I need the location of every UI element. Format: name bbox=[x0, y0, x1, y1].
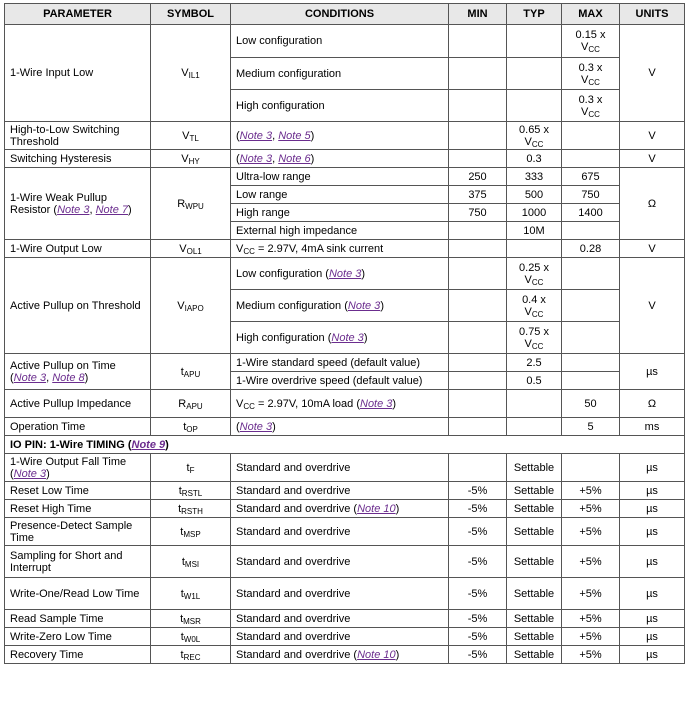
typ-cell: Settable bbox=[507, 454, 562, 482]
header-max: MAX bbox=[562, 4, 620, 25]
unit-cell: µs bbox=[620, 500, 685, 518]
table-row bbox=[5, 122, 685, 150]
min-cell: -5% bbox=[449, 646, 507, 664]
param-cell: Active Pullup Impedance bbox=[5, 390, 151, 418]
symbol-cell: $t_{MSP}$ bbox=[151, 518, 231, 546]
symbol-cell: $t_{W0L}$ bbox=[151, 628, 231, 646]
param-cell: Read Sample Time bbox=[5, 610, 151, 628]
min-cell: -5% bbox=[449, 518, 507, 546]
condition-cell: Medium configuration (Note 3) bbox=[231, 290, 449, 322]
table-row bbox=[5, 25, 685, 58]
unit-cell: µs bbox=[620, 646, 685, 664]
header-conditions: CONDITIONS bbox=[231, 4, 449, 25]
note-link[interactable]: Note 9 bbox=[131, 438, 166, 451]
table-row bbox=[5, 454, 685, 482]
min-cell: -5% bbox=[449, 546, 507, 578]
typ-cell: 0.3 bbox=[507, 150, 562, 168]
note-link[interactable]: Note 3 bbox=[239, 129, 273, 142]
note-link[interactable]: Note 3 bbox=[331, 331, 364, 344]
param-cell: 1-Wire Input Low bbox=[5, 25, 151, 122]
typ-cell: Settable bbox=[507, 518, 562, 546]
note-link[interactable]: Note 7 bbox=[95, 203, 129, 216]
unit-cell: µs bbox=[620, 482, 685, 500]
condition-cell: 1-Wire standard speed (default value) bbox=[231, 354, 449, 372]
note-link[interactable]: Note 10 bbox=[357, 502, 396, 515]
max-cell: +5% bbox=[562, 646, 620, 664]
header-typ: TYP bbox=[507, 4, 562, 25]
note-link[interactable]: Note 3 bbox=[57, 203, 90, 216]
symbol-cell: $V_{IL1}$ bbox=[151, 25, 231, 122]
note-link[interactable]: Note 3 bbox=[328, 267, 362, 280]
unit-cell: µs bbox=[620, 610, 685, 628]
note-link[interactable]: Note 3 bbox=[239, 152, 273, 165]
header-parameter: PARAMETER bbox=[5, 4, 151, 25]
table-row bbox=[5, 628, 685, 646]
unit-cell: µs bbox=[620, 546, 685, 578]
min-cell: -5% bbox=[449, 610, 507, 628]
symbol-cell: $R_{WPU}$ bbox=[151, 168, 231, 240]
table-row bbox=[5, 646, 685, 664]
min-cell: -5% bbox=[449, 628, 507, 646]
note-link[interactable]: Note 3 bbox=[13, 467, 47, 480]
header-row bbox=[5, 4, 685, 25]
condition-cell: Ultra-low range bbox=[231, 168, 449, 186]
typ-cell: 10M bbox=[507, 222, 562, 240]
condition-cell: (Note 3, Note 5) bbox=[231, 122, 449, 150]
condition-cell: 1-Wire overdrive speed (default value) bbox=[231, 372, 449, 390]
condition-cell: Standard and overdrive bbox=[231, 518, 449, 546]
table-row bbox=[5, 390, 685, 418]
typ-cell: Settable bbox=[507, 546, 562, 578]
param-cell: Write-One/Read Low Time bbox=[5, 578, 151, 610]
table-row bbox=[5, 258, 685, 290]
typ-cell: Settable bbox=[507, 646, 562, 664]
typ-cell: 1000 bbox=[507, 204, 562, 222]
condition-cell: $V_{CC} = 2.97V$, 10mA load (Note 3) bbox=[231, 390, 449, 418]
condition-cell: External high impedance bbox=[231, 222, 449, 240]
min-cell: 375 bbox=[449, 186, 507, 204]
unit-cell: V bbox=[620, 122, 685, 150]
section-header-row bbox=[5, 436, 685, 454]
table-row bbox=[5, 150, 685, 168]
symbol-cell: $t_{MSI}$ bbox=[151, 546, 231, 578]
condition-cell: Standard and overdrive bbox=[231, 628, 449, 646]
table-row bbox=[5, 482, 685, 500]
condition-cell: Low configuration bbox=[231, 25, 449, 58]
condition-cell: High configuration bbox=[231, 90, 449, 122]
table-row bbox=[5, 500, 685, 518]
unit-cell: Ω bbox=[620, 390, 685, 418]
unit-cell: V bbox=[620, 258, 685, 354]
unit-cell: µs bbox=[620, 578, 685, 610]
param-cell: 1-Wire Output Low bbox=[5, 240, 151, 258]
condition-cell: (Note 3, Note 6) bbox=[231, 150, 449, 168]
condition-cell: High range bbox=[231, 204, 449, 222]
param-cell: Active Pullup on Threshold bbox=[5, 258, 151, 354]
param-cell: Operation Time bbox=[5, 418, 151, 436]
max-cell: 5 bbox=[562, 418, 620, 436]
symbol-cell: $t_{OP}$ bbox=[151, 418, 231, 436]
symbol-cell: $t_{MSR}$ bbox=[151, 610, 231, 628]
header-units: UNITS bbox=[620, 4, 685, 25]
max-cell: 0.15 x $V_{CC}$ bbox=[562, 25, 620, 58]
note-link[interactable]: Note 8 bbox=[52, 371, 85, 384]
min-cell: -5% bbox=[449, 578, 507, 610]
symbol-cell: $V_{OL1}$ bbox=[151, 240, 231, 258]
max-cell: +5% bbox=[562, 546, 620, 578]
param-cell: Sampling for Short and Interrupt bbox=[5, 546, 151, 578]
condition-cell: High configuration (Note 3) bbox=[231, 322, 449, 354]
condition-cell: Standard and overdrive bbox=[231, 546, 449, 578]
param-cell: Write-Zero Low Time bbox=[5, 628, 151, 646]
param-cell: Reset High Time bbox=[5, 500, 151, 518]
symbol-cell: $V_{IAPO}$ bbox=[151, 258, 231, 354]
param-cell: Presence-Detect Sample Time bbox=[5, 518, 151, 546]
header-symbol: SYMBOL bbox=[151, 4, 231, 25]
section-title: IO PIN: 1-Wire TIMING (Note 9) bbox=[5, 436, 685, 454]
electrical-characteristics-table bbox=[4, 3, 685, 664]
max-cell: +5% bbox=[562, 518, 620, 546]
typ-cell: Settable bbox=[507, 610, 562, 628]
condition-cell: (Note 3) bbox=[231, 418, 449, 436]
max-cell: 750 bbox=[562, 186, 620, 204]
max-cell: 0.3 x $V_{CC}$ bbox=[562, 58, 620, 90]
note-link[interactable]: Note 3 bbox=[239, 420, 273, 433]
header-min: MIN bbox=[449, 4, 507, 25]
min-cell: -5% bbox=[449, 500, 507, 518]
param-cell: Switching Hysteresis bbox=[5, 150, 151, 168]
typ-cell: 0.75 x $V_{CC}$ bbox=[507, 322, 562, 354]
symbol-cell: $t_{REC}$ bbox=[151, 646, 231, 664]
symbol-cell: $R_{APU}$ bbox=[151, 390, 231, 418]
unit-cell: V bbox=[620, 240, 685, 258]
typ-cell: 0.65 x $V_{CC}$ bbox=[507, 122, 562, 150]
param-cell: Reset Low Time bbox=[5, 482, 151, 500]
note-link[interactable]: Note 3 bbox=[13, 371, 47, 384]
min-cell: 750 bbox=[449, 204, 507, 222]
symbol-cell: $t_{W1L}$ bbox=[151, 578, 231, 610]
table-row bbox=[5, 518, 685, 546]
unit-cell: µs bbox=[620, 354, 685, 390]
symbol-cell: $V_{HY}$ bbox=[151, 150, 231, 168]
typ-cell: 333 bbox=[507, 168, 562, 186]
condition-cell: $V_{CC} = 2.97V$, 4mA sink current bbox=[231, 240, 449, 258]
table-row bbox=[5, 610, 685, 628]
condition-cell: Standard and overdrive bbox=[231, 578, 449, 610]
max-cell: +5% bbox=[562, 578, 620, 610]
condition-cell: Standard and overdrive (Note 10) bbox=[231, 500, 449, 518]
unit-cell: V bbox=[620, 150, 685, 168]
condition-cell: Low configuration (Note 3) bbox=[231, 258, 449, 290]
table-row bbox=[5, 168, 685, 186]
max-cell: +5% bbox=[562, 610, 620, 628]
note-link[interactable]: Note 5 bbox=[278, 129, 311, 142]
typ-cell: Settable bbox=[507, 628, 562, 646]
condition-cell: Standard and overdrive bbox=[231, 454, 449, 482]
note-link[interactable]: Note 3 bbox=[347, 299, 381, 312]
param-cell: 1-Wire Output Fall Time (Note 3) bbox=[5, 454, 151, 482]
note-link[interactable]: Note 10 bbox=[357, 648, 396, 661]
max-cell: +5% bbox=[562, 628, 620, 646]
param-cell: Active Pullup on Time (Note 3, Note 8) bbox=[5, 354, 151, 390]
min-cell: -5% bbox=[449, 482, 507, 500]
unit-cell: Ω bbox=[620, 168, 685, 240]
max-cell: +5% bbox=[562, 482, 620, 500]
condition-cell: Low range bbox=[231, 186, 449, 204]
max-cell: 0.3 x $V_{CC}$ bbox=[562, 90, 620, 122]
note-link[interactable]: Note 6 bbox=[278, 152, 311, 165]
table-row bbox=[5, 546, 685, 578]
note-link[interactable]: Note 3 bbox=[360, 397, 393, 410]
param-cell: Recovery Time bbox=[5, 646, 151, 664]
typ-cell: 500 bbox=[507, 186, 562, 204]
symbol-cell: $t_{APU}$ bbox=[151, 354, 231, 390]
condition-cell: Standard and overdrive (Note 10) bbox=[231, 646, 449, 664]
symbol-cell: $V_{TL}$ bbox=[151, 122, 231, 150]
max-cell: +5% bbox=[562, 500, 620, 518]
typ-cell: 0.25 x $V_{CC}$ bbox=[507, 258, 562, 290]
typ-cell: Settable bbox=[507, 578, 562, 610]
table-row bbox=[5, 578, 685, 610]
max-cell: 675 bbox=[562, 168, 620, 186]
unit-cell: V bbox=[620, 25, 685, 122]
table-row bbox=[5, 354, 685, 372]
max-cell: 1400 bbox=[562, 204, 620, 222]
unit-cell: ms bbox=[620, 418, 685, 436]
table-row bbox=[5, 418, 685, 436]
typ-cell: 0.5 bbox=[507, 372, 562, 390]
typ-cell: 0.4 x $V_{CC}$ bbox=[507, 290, 562, 322]
max-cell: 0.28 bbox=[562, 240, 620, 258]
param-cell: 1-Wire Weak Pullup Resistor (Note 3, Note 7) bbox=[5, 168, 151, 240]
symbol-cell: $t_F$ bbox=[151, 454, 231, 482]
condition-cell: Standard and overdrive bbox=[231, 610, 449, 628]
unit-cell: µs bbox=[620, 454, 685, 482]
param-cell: High-to-Low Switching Threshold bbox=[5, 122, 151, 150]
max-cell: 50 bbox=[562, 390, 620, 418]
min-cell: 250 bbox=[449, 168, 507, 186]
typ-cell: Settable bbox=[507, 482, 562, 500]
typ-cell: 2.5 bbox=[507, 354, 562, 372]
unit-cell: µs bbox=[620, 628, 685, 646]
condition-cell: Medium configuration bbox=[231, 58, 449, 90]
symbol-cell: $t_{RSTH}$ bbox=[151, 500, 231, 518]
unit-cell: µs bbox=[620, 518, 685, 546]
condition-cell: Standard and overdrive bbox=[231, 482, 449, 500]
typ-cell: Settable bbox=[507, 500, 562, 518]
symbol-cell: $t_{RSTL}$ bbox=[151, 482, 231, 500]
table-row bbox=[5, 240, 685, 258]
